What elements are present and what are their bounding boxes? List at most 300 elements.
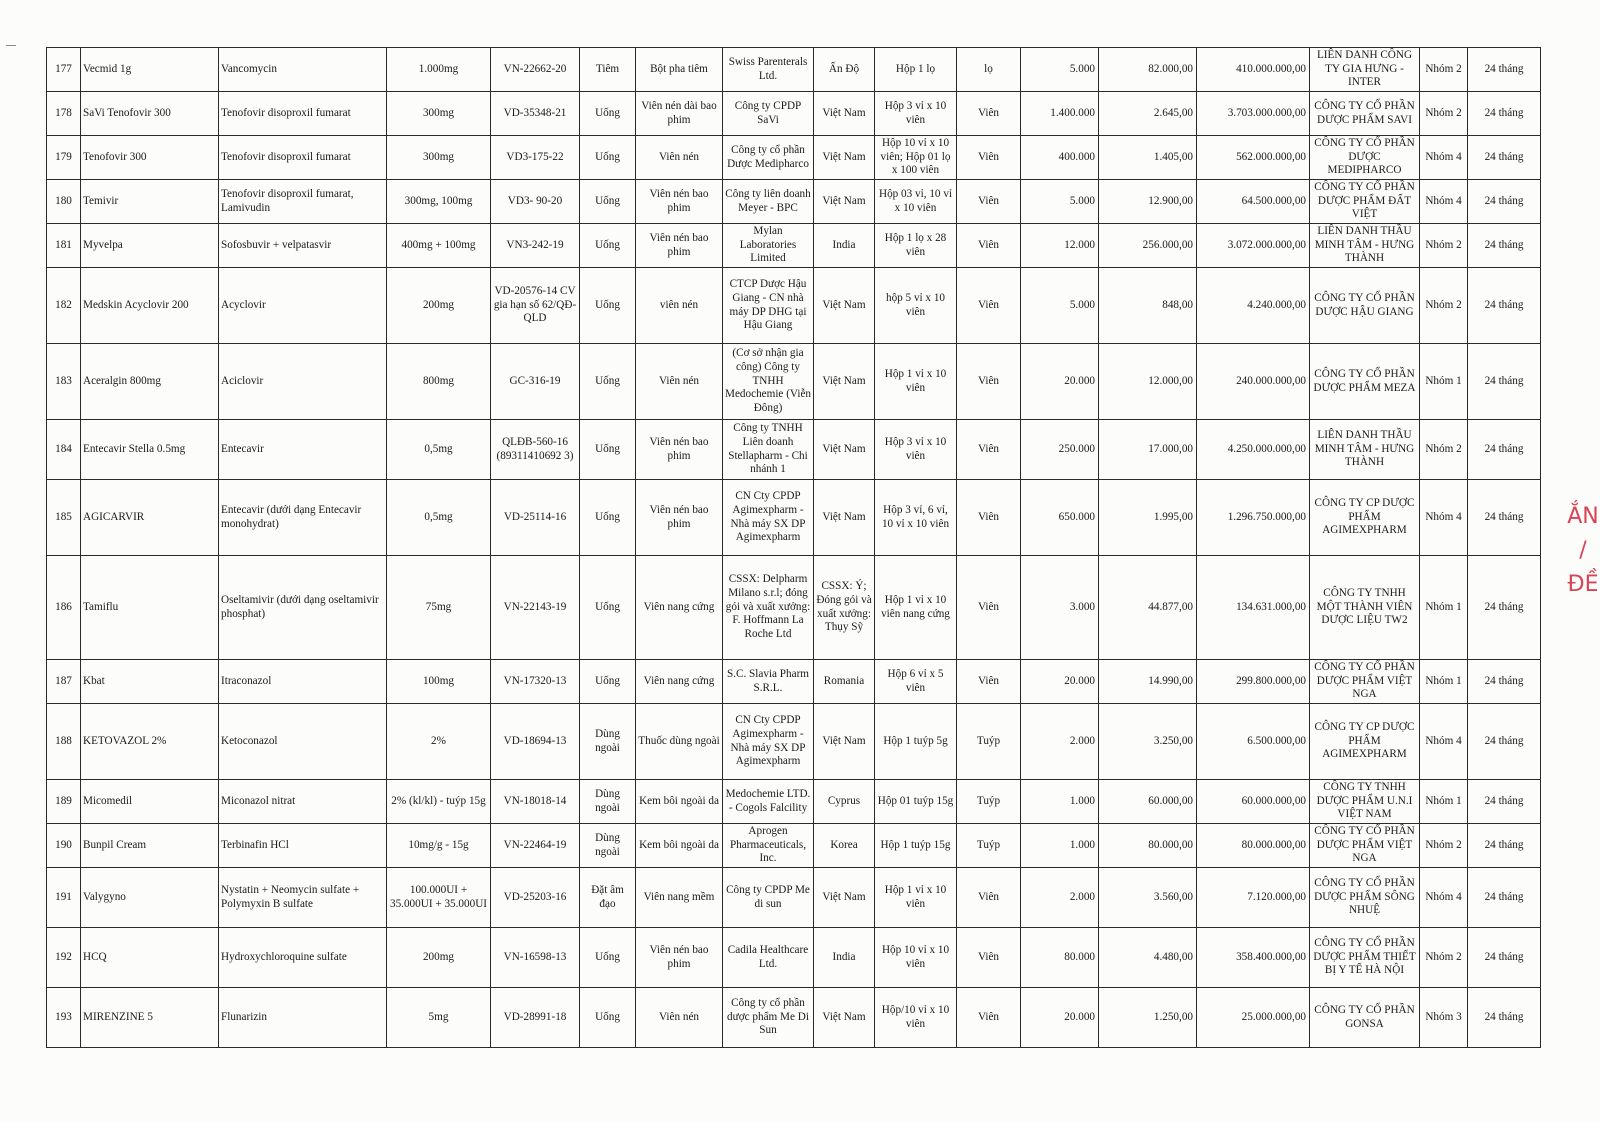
stamp-text: ẮN / ĐỀ <box>1567 504 1599 597</box>
cell-duong-dung: Uống <box>580 420 636 480</box>
cell-dang-bao-che: Viên nén bao phim <box>636 928 723 988</box>
cell-dang-bao-che: Viên nén bao phim <box>636 420 723 480</box>
table-row <box>47 660 1541 704</box>
cell-nhom: Nhóm 4 <box>1420 868 1468 928</box>
cell-sdk: VD-20576-14 CV gia hạn số 62/QĐ-QLD <box>491 268 580 344</box>
cell-stt: 178 <box>47 92 81 136</box>
cell-nha-sx: Aprogen Pharmaceuticals, Inc. <box>723 824 814 868</box>
cell-quy-cach: Hộp 3 vỉ, 6 vỉ, 10 vỉ x 10 viên <box>875 480 957 556</box>
table-row <box>47 224 1541 268</box>
cell-nhom: Nhóm 4 <box>1420 136 1468 180</box>
cell-don-gia: 80.000,00 <box>1099 824 1197 868</box>
cell-ten: Temivir <box>81 180 219 224</box>
cell-sdk: VD-28991-18 <box>491 988 580 1048</box>
cell-han-dung: 24 tháng <box>1468 48 1541 92</box>
cell-stt: 190 <box>47 824 81 868</box>
cell-sdk: GC-316-19 <box>491 344 580 420</box>
cell-sdk: VN-16598-13 <box>491 928 580 988</box>
cell-ten: Medskin Acyclovir 200 <box>81 268 219 344</box>
cell-duong-dung: Dùng ngoài <box>580 704 636 780</box>
cell-thanh-tien: 4.240.000,00 <box>1197 268 1310 344</box>
cell-don-gia: 14.990,00 <box>1099 660 1197 704</box>
cell-so-luong: 20.000 <box>1021 988 1099 1048</box>
cell-dang-bao-che: Viên nén bao phim <box>636 180 723 224</box>
cell-thanh-tien: 6.500.000,00 <box>1197 704 1310 780</box>
cell-don-gia: 3.560,00 <box>1099 868 1197 928</box>
cell-sdk: QLĐB-560-16 (89311410692 3) <box>491 420 580 480</box>
cell-han-dung: 24 tháng <box>1468 136 1541 180</box>
cell-nha-sx: Công ty CPDP Me di sun <box>723 868 814 928</box>
cell-dvt: Viên <box>957 868 1021 928</box>
cell-han-dung: 24 tháng <box>1468 224 1541 268</box>
cell-don-gia: 60.000,00 <box>1099 780 1197 824</box>
cell-so-luong: 650.000 <box>1021 480 1099 556</box>
cell-quy-cach: hộp 5 vỉ x 10 viên <box>875 268 957 344</box>
table-row <box>47 868 1541 928</box>
cell-nhom: Nhóm 2 <box>1420 420 1468 480</box>
cell-nhom: Nhóm 3 <box>1420 988 1468 1048</box>
cell-thanh-tien: 64.500.000,00 <box>1197 180 1310 224</box>
cell-don-gia: 3.250,00 <box>1099 704 1197 780</box>
drug-list-table <box>46 47 1541 1048</box>
cell-duong-dung: Tiêm <box>580 48 636 92</box>
cell-ten: KETOVAZOL 2% <box>81 704 219 780</box>
cell-nha-thau: CÔNG TY CỔ PHẦN DƯỢC PHẨM ĐẤT VIỆT <box>1310 180 1420 224</box>
cell-hoat-chat: Tenofovir disoproxil fumarat <box>219 92 387 136</box>
cell-hoat-chat: Hydroxychloroquine sulfate <box>219 928 387 988</box>
cell-stt: 182 <box>47 268 81 344</box>
cell-nha-sx: Medochemie LTD. - Cogols Falcility <box>723 780 814 824</box>
cell-nha-thau: CÔNG TY CỔ PHẦN DƯỢC HẬU GIANG <box>1310 268 1420 344</box>
cell-duong-dung: Uống <box>580 268 636 344</box>
cell-so-luong: 250.000 <box>1021 420 1099 480</box>
cell-hoat-chat: Aciclovir <box>219 344 387 420</box>
cell-nha-sx: CTCP Dược Hậu Giang - CN nhà máy DP DHG tại Hậu Giang <box>723 268 814 344</box>
cell-han-dung: 24 tháng <box>1468 780 1541 824</box>
cell-quy-cach: Hộp 01 tuýp 15g <box>875 780 957 824</box>
cell-ham-luong: 100mg <box>387 660 491 704</box>
cell-don-gia: 1.405,00 <box>1099 136 1197 180</box>
cell-so-luong: 3.000 <box>1021 556 1099 660</box>
cell-dang-bao-che: viên nén <box>636 268 723 344</box>
cell-nha-thau: CÔNG TY CỔ PHẦN DƯỢC PHẨM MEZA <box>1310 344 1420 420</box>
cell-stt: 193 <box>47 988 81 1048</box>
cell-sdk: VD3- 90-20 <box>491 180 580 224</box>
table-row <box>47 928 1541 988</box>
cell-han-dung: 24 tháng <box>1468 480 1541 556</box>
cell-so-luong: 20.000 <box>1021 344 1099 420</box>
cell-hoat-chat: Entecavir <box>219 420 387 480</box>
cell-nhom: Nhóm 2 <box>1420 268 1468 344</box>
cell-ten: Vecmid 1g <box>81 48 219 92</box>
cell-nhom: Nhóm 2 <box>1420 224 1468 268</box>
cell-thanh-tien: 3.703.000.000,00 <box>1197 92 1310 136</box>
cell-hoat-chat: Tenofovir disoproxil fumarat <box>219 136 387 180</box>
cell-han-dung: 24 tháng <box>1468 420 1541 480</box>
cell-don-gia: 1.250,00 <box>1099 988 1197 1048</box>
cell-hoat-chat: Sofosbuvir + velpatasvir <box>219 224 387 268</box>
cell-ham-luong: 75mg <box>387 556 491 660</box>
cell-don-gia: 1.995,00 <box>1099 480 1197 556</box>
cell-thanh-tien: 240.000.000,00 <box>1197 344 1310 420</box>
cell-quy-cach: Hộp 03 vỉ, 10 vỉ x 10 viên <box>875 180 957 224</box>
cell-hoat-chat: Tenofovir disoproxil fumarat, Lamivudin <box>219 180 387 224</box>
cell-ham-luong: 10mg/g - 15g <box>387 824 491 868</box>
cell-so-luong: 1.000 <box>1021 824 1099 868</box>
cell-nuoc-sx: Việt Nam <box>814 344 875 420</box>
cell-ten: HCQ <box>81 928 219 988</box>
cell-dvt: Viên <box>957 92 1021 136</box>
cell-don-gia: 12.900,00 <box>1099 180 1197 224</box>
cell-dang-bao-che: Kem bôi ngoài da <box>636 780 723 824</box>
cell-han-dung: 24 tháng <box>1468 556 1541 660</box>
cell-stt: 191 <box>47 868 81 928</box>
cell-dvt: lọ <box>957 48 1021 92</box>
cell-quy-cach: Hộp 1 vỉ x 10 viên <box>875 868 957 928</box>
cell-don-gia: 12.000,00 <box>1099 344 1197 420</box>
cell-dvt: Viên <box>957 224 1021 268</box>
table-row <box>47 824 1541 868</box>
cell-thanh-tien: 60.000.000,00 <box>1197 780 1310 824</box>
cell-dang-bao-che: Thuốc dùng ngoài <box>636 704 723 780</box>
cell-dvt: Viên <box>957 556 1021 660</box>
cell-ham-luong: 5mg <box>387 988 491 1048</box>
cell-han-dung: 24 tháng <box>1468 928 1541 988</box>
cell-nuoc-sx: Việt Nam <box>814 868 875 928</box>
cell-quy-cach: Hộp 1 vỉ x 10 viên <box>875 344 957 420</box>
cell-dvt: Tuýp <box>957 704 1021 780</box>
cell-nha-thau: CÔNG TY CỔ PHẦN DƯỢC PHẨM SAVI <box>1310 92 1420 136</box>
cell-quy-cach: Hộp 1 tuýp 15g <box>875 824 957 868</box>
cell-nha-sx: Công ty CPDP SaVi <box>723 92 814 136</box>
cell-nhom: Nhóm 4 <box>1420 704 1468 780</box>
cell-stt: 192 <box>47 928 81 988</box>
cell-sdk: VD-18694-13 <box>491 704 580 780</box>
cell-ham-luong: 1.000mg <box>387 48 491 92</box>
cell-sdk: VN-18018-14 <box>491 780 580 824</box>
cell-quy-cach: Hộp 6 vỉ x 5 viên <box>875 660 957 704</box>
cell-duong-dung: Uống <box>580 224 636 268</box>
cell-dvt: Viên <box>957 988 1021 1048</box>
cell-ten: Tenofovir 300 <box>81 136 219 180</box>
cell-thanh-tien: 358.400.000,00 <box>1197 928 1310 988</box>
cell-ham-luong: 300mg, 100mg <box>387 180 491 224</box>
cell-nhom: Nhóm 1 <box>1420 780 1468 824</box>
cell-nha-thau: LIÊN DANH THẦU MINH TÂM - HƯNG THÀNH <box>1310 224 1420 268</box>
cell-duong-dung: Uống <box>580 988 636 1048</box>
cell-nuoc-sx: Việt Nam <box>814 268 875 344</box>
cell-nhom: Nhóm 1 <box>1420 660 1468 704</box>
cell-nha-thau: CÔNG TY TNHH DƯỢC PHẨM U.N.I VIỆT NAM <box>1310 780 1420 824</box>
cell-duong-dung: Uống <box>580 660 636 704</box>
cell-stt: 187 <box>47 660 81 704</box>
cell-duong-dung: Uống <box>580 928 636 988</box>
cell-nuoc-sx: Romania <box>814 660 875 704</box>
cell-sdk: VN-17320-13 <box>491 660 580 704</box>
cell-quy-cach: Hộp 1 tuýp 5g <box>875 704 957 780</box>
cell-dang-bao-che: Bột pha tiêm <box>636 48 723 92</box>
cell-dang-bao-che: Viên nang mềm <box>636 868 723 928</box>
cell-han-dung: 24 tháng <box>1468 268 1541 344</box>
table-row <box>47 180 1541 224</box>
table-row <box>47 704 1541 780</box>
cell-dang-bao-che: Viên nén bao phim <box>636 480 723 556</box>
cell-dvt: Tuýp <box>957 780 1021 824</box>
table-row <box>47 988 1541 1048</box>
cell-dang-bao-che: Kem bôi ngoài da <box>636 824 723 868</box>
scan-margin-mark <box>6 45 16 46</box>
cell-nhom: Nhóm 4 <box>1420 480 1468 556</box>
cell-nha-sx: S.C. Slavia Pharm S.R.L. <box>723 660 814 704</box>
cell-han-dung: 24 tháng <box>1468 868 1541 928</box>
cell-ten: Valygyno <box>81 868 219 928</box>
cell-sdk: VD-35348-21 <box>491 92 580 136</box>
cell-nuoc-sx: Việt Nam <box>814 92 875 136</box>
cell-dang-bao-che: Viên nang cứng <box>636 660 723 704</box>
cell-nuoc-sx: CSSX: Ý; Đóng gói và xuất xưởng: Thụy Sỹ <box>814 556 875 660</box>
cell-ham-luong: 800mg <box>387 344 491 420</box>
cell-dang-bao-che: Viên nén <box>636 344 723 420</box>
cell-don-gia: 2.645,00 <box>1099 92 1197 136</box>
cell-sdk: VN-22143-19 <box>491 556 580 660</box>
cell-ten: SaVi Tenofovir 300 <box>81 92 219 136</box>
cell-dang-bao-che: Viên nang cứng <box>636 556 723 660</box>
drug-list-table-wrapper <box>46 47 1540 1048</box>
cell-han-dung: 24 tháng <box>1468 344 1541 420</box>
cell-don-gia: 82.000,00 <box>1099 48 1197 92</box>
cell-nhom: Nhóm 4 <box>1420 180 1468 224</box>
cell-nhom: Nhóm 2 <box>1420 824 1468 868</box>
cell-hoat-chat: Nystatin + Neomycin sulfate + Polymyxin B sulfate <box>219 868 387 928</box>
cell-dvt: Viên <box>957 928 1021 988</box>
cell-so-luong: 5.000 <box>1021 268 1099 344</box>
cell-stt: 188 <box>47 704 81 780</box>
cell-nha-thau: CÔNG TY CỔ PHẦN DƯỢC PHẨM SÔNG NHUỆ <box>1310 868 1420 928</box>
cell-thanh-tien: 80.000.000,00 <box>1197 824 1310 868</box>
cell-ham-luong: 0,5mg <box>387 480 491 556</box>
cell-sdk: VD-25203-16 <box>491 868 580 928</box>
cell-nha-sx: Công ty cổ phần dược phẩm Me Di Sun <box>723 988 814 1048</box>
cell-nha-sx: CN Cty CPDP Agimexpharm - Nhà máy SX DP Agimexpharm <box>723 480 814 556</box>
cell-don-gia: 4.480,00 <box>1099 928 1197 988</box>
cell-nuoc-sx: Việt Nam <box>814 988 875 1048</box>
cell-nha-sx: CN Cty CPDP Agimexpharm - Nhà máy SX DP Agimexpharm <box>723 704 814 780</box>
cell-quy-cach: Hộp 1 vỉ x 10 viên nang cứng <box>875 556 957 660</box>
cell-quy-cach: Hộp 1 lọ x 28 viên <box>875 224 957 268</box>
cell-han-dung: 24 tháng <box>1468 660 1541 704</box>
cell-sdk: VN3-242-19 <box>491 224 580 268</box>
cell-dang-bao-che: Viên nén dài bao phim <box>636 92 723 136</box>
table-row <box>47 556 1541 660</box>
cell-nha-sx: CSSX: Delpharm Milano s.r.l; đóng gói và xuất xưởng: F. Hoffmann La Roche Ltd <box>723 556 814 660</box>
cell-nha-sx: Cadila Healthcare Ltd. <box>723 928 814 988</box>
cell-nha-sx: Mylan Laboratories Limited <box>723 224 814 268</box>
cell-ham-luong: 200mg <box>387 268 491 344</box>
cell-duong-dung: Dùng ngoài <box>580 824 636 868</box>
cell-nuoc-sx: India <box>814 224 875 268</box>
cell-sdk: VD-25114-16 <box>491 480 580 556</box>
cell-stt: 185 <box>47 480 81 556</box>
cell-hoat-chat: Flunarizin <box>219 988 387 1048</box>
cell-dvt: Viên <box>957 420 1021 480</box>
cell-stt: 183 <box>47 344 81 420</box>
cell-nha-sx: Công ty TNHH Liên doanh Stellapharm - Chi nhánh 1 <box>723 420 814 480</box>
cell-nha-thau: CÔNG TY TNHH MỘT THÀNH VIÊN DƯỢC LIỆU TW2 <box>1310 556 1420 660</box>
cell-so-luong: 1.400.000 <box>1021 92 1099 136</box>
cell-so-luong: 2.000 <box>1021 704 1099 780</box>
cell-dang-bao-che: Viên nén bao phim <box>636 224 723 268</box>
cell-han-dung: 24 tháng <box>1468 824 1541 868</box>
cell-thanh-tien: 134.631.000,00 <box>1197 556 1310 660</box>
cell-stt: 189 <box>47 780 81 824</box>
cell-nuoc-sx: Cyprus <box>814 780 875 824</box>
cell-nha-thau: CÔNG TY CỔ PHẦN DƯỢC PHẨM VIỆT NGA <box>1310 660 1420 704</box>
cell-so-luong: 5.000 <box>1021 48 1099 92</box>
cell-nhom: Nhóm 2 <box>1420 928 1468 988</box>
cell-thanh-tien: 3.072.000.000,00 <box>1197 224 1310 268</box>
cell-so-luong: 12.000 <box>1021 224 1099 268</box>
cell-ham-luong: 2% <box>387 704 491 780</box>
cell-ten: Tamiflu <box>81 556 219 660</box>
cell-quy-cach: Hộp 3 vỉ x 10 viên <box>875 92 957 136</box>
cell-so-luong: 80.000 <box>1021 928 1099 988</box>
cell-nha-sx: Công ty cổ phần Dược Medipharco <box>723 136 814 180</box>
cell-dvt: Viên <box>957 268 1021 344</box>
cell-dvt: Tuýp <box>957 824 1021 868</box>
cell-ham-luong: 2% (kl/kl) - tuýp 15g <box>387 780 491 824</box>
cell-stt: 179 <box>47 136 81 180</box>
cell-han-dung: 24 tháng <box>1468 180 1541 224</box>
cell-duong-dung: Uống <box>580 556 636 660</box>
cell-nuoc-sx: Korea <box>814 824 875 868</box>
cell-don-gia: 256.000,00 <box>1099 224 1197 268</box>
cell-nuoc-sx: Việt Nam <box>814 136 875 180</box>
cell-hoat-chat: Terbinafin HCl <box>219 824 387 868</box>
cell-dvt: Viên <box>957 180 1021 224</box>
table-row <box>47 48 1541 92</box>
cell-hoat-chat: Acyclovir <box>219 268 387 344</box>
cell-nhom: Nhóm 1 <box>1420 556 1468 660</box>
cell-hoat-chat: Entecavir (dưới dạng Entecavir monohydrat) <box>219 480 387 556</box>
cell-quy-cach: Hộp 10 vỉ x 10 viên; Hộp 01 lọ x 100 viên <box>875 136 957 180</box>
cell-ten: Bunpil Cream <box>81 824 219 868</box>
cell-duong-dung: Uống <box>580 136 636 180</box>
cell-so-luong: 400.000 <box>1021 136 1099 180</box>
cell-ten: Entecavir Stella 0.5mg <box>81 420 219 480</box>
table-body <box>47 48 1541 1048</box>
cell-nha-sx: (Cơ sở nhận gia công) Công ty TNHH Medochemie (Viễn Đông) <box>723 344 814 420</box>
cell-ten: MIRENZINE 5 <box>81 988 219 1048</box>
cell-stt: 177 <box>47 48 81 92</box>
cell-dang-bao-che: Viên nén <box>636 988 723 1048</box>
cell-duong-dung: Uống <box>580 344 636 420</box>
cell-nha-thau: LIÊN DANH THẦU MINH TÂM - HƯNG THÀNH <box>1310 420 1420 480</box>
cell-ten: Micomedil <box>81 780 219 824</box>
table-row <box>47 780 1541 824</box>
cell-ten: AGICARVIR <box>81 480 219 556</box>
cell-nha-thau: CÔNG TY CỔ PHẦN DƯỢC MEDIPHARCO <box>1310 136 1420 180</box>
cell-dvt: Viên <box>957 480 1021 556</box>
cell-hoat-chat: Miconazol nitrat <box>219 780 387 824</box>
cell-nha-thau: CÔNG TY CỔ PHẦN DƯỢC PHẨM THIẾT BỊ Y TẾ HÀ NỘI <box>1310 928 1420 988</box>
cell-nuoc-sx: India <box>814 928 875 988</box>
cell-quy-cach: Hộp 3 vỉ x 10 viên <box>875 420 957 480</box>
cell-thanh-tien: 1.296.750.000,00 <box>1197 480 1310 556</box>
cell-nuoc-sx: Việt Nam <box>814 704 875 780</box>
cell-don-gia: 17.000,00 <box>1099 420 1197 480</box>
cell-duong-dung: Dùng ngoài <box>580 780 636 824</box>
cell-so-luong: 1.000 <box>1021 780 1099 824</box>
cell-thanh-tien: 4.250.000.000,00 <box>1197 420 1310 480</box>
cell-dvt: Viên <box>957 344 1021 420</box>
cell-nhom: Nhóm 2 <box>1420 92 1468 136</box>
cell-dvt: Viên <box>957 136 1021 180</box>
cell-han-dung: 24 tháng <box>1468 704 1541 780</box>
cell-nha-thau: LIÊN DANH CÔNG TY GIA HƯNG - INTER <box>1310 48 1420 92</box>
cell-sdk: VD3-175-22 <box>491 136 580 180</box>
cell-ham-luong: 0,5mg <box>387 420 491 480</box>
cell-duong-dung: Uống <box>580 180 636 224</box>
cell-ten: Kbat <box>81 660 219 704</box>
cell-ham-luong: 300mg <box>387 92 491 136</box>
cell-nha-thau: CÔNG TY CỔ PHẦN GONSA <box>1310 988 1420 1048</box>
cell-nha-sx: Swiss Parenterals Ltd. <box>723 48 814 92</box>
cell-sdk: VN-22464-19 <box>491 824 580 868</box>
cell-stt: 184 <box>47 420 81 480</box>
cell-ham-luong: 300mg <box>387 136 491 180</box>
cell-stt: 186 <box>47 556 81 660</box>
cell-quy-cach: Hộp 10 vỉ x 10 viên <box>875 928 957 988</box>
cell-stt: 181 <box>47 224 81 268</box>
cell-ham-luong: 400mg + 100mg <box>387 224 491 268</box>
cell-hoat-chat: Itraconazol <box>219 660 387 704</box>
cell-ham-luong: 100.000UI + 35.000UI + 35.000UI <box>387 868 491 928</box>
table-row <box>47 268 1541 344</box>
cell-nha-thau: CÔNG TY CỔ PHẦN DƯỢC PHẨM VIỆT NGA <box>1310 824 1420 868</box>
cell-thanh-tien: 25.000.000,00 <box>1197 988 1310 1048</box>
cell-thanh-tien: 299.800.000,00 <box>1197 660 1310 704</box>
cell-nuoc-sx: Việt Nam <box>814 420 875 480</box>
cell-ham-luong: 200mg <box>387 928 491 988</box>
cell-nuoc-sx: Việt Nam <box>814 480 875 556</box>
cell-ten: Aceralgin 800mg <box>81 344 219 420</box>
table-row <box>47 92 1541 136</box>
cell-han-dung: 24 tháng <box>1468 92 1541 136</box>
cell-thanh-tien: 7.120.000,00 <box>1197 868 1310 928</box>
cell-nhom: Nhóm 1 <box>1420 344 1468 420</box>
cell-nha-sx: Công ty liên doanh Meyer - BPC <box>723 180 814 224</box>
cell-dang-bao-che: Viên nén <box>636 136 723 180</box>
cell-thanh-tien: 410.000.000,00 <box>1197 48 1310 92</box>
cell-stt: 180 <box>47 180 81 224</box>
cell-don-gia: 848,00 <box>1099 268 1197 344</box>
cell-sdk: VN-22662-20 <box>491 48 580 92</box>
cell-so-luong: 5.000 <box>1021 180 1099 224</box>
cell-ten: Myvelpa <box>81 224 219 268</box>
cell-so-luong: 2.000 <box>1021 868 1099 928</box>
cell-quy-cach: Hộp 1 lọ <box>875 48 957 92</box>
table-row <box>47 480 1541 556</box>
cell-duong-dung: Uống <box>580 480 636 556</box>
table-row <box>47 420 1541 480</box>
cell-thanh-tien: 562.000.000,00 <box>1197 136 1310 180</box>
cell-nuoc-sx: Ấn Độ <box>814 48 875 92</box>
cell-quy-cach: Hộp/10 vỉ x 10 viên <box>875 988 957 1048</box>
cell-dvt: Viên <box>957 660 1021 704</box>
cell-nha-thau: CÔNG TY CP DƯỢC PHẨM AGIMEXPHARM <box>1310 480 1420 556</box>
cell-duong-dung: Đặt âm đạo <box>580 868 636 928</box>
cell-han-dung: 24 tháng <box>1468 988 1541 1048</box>
